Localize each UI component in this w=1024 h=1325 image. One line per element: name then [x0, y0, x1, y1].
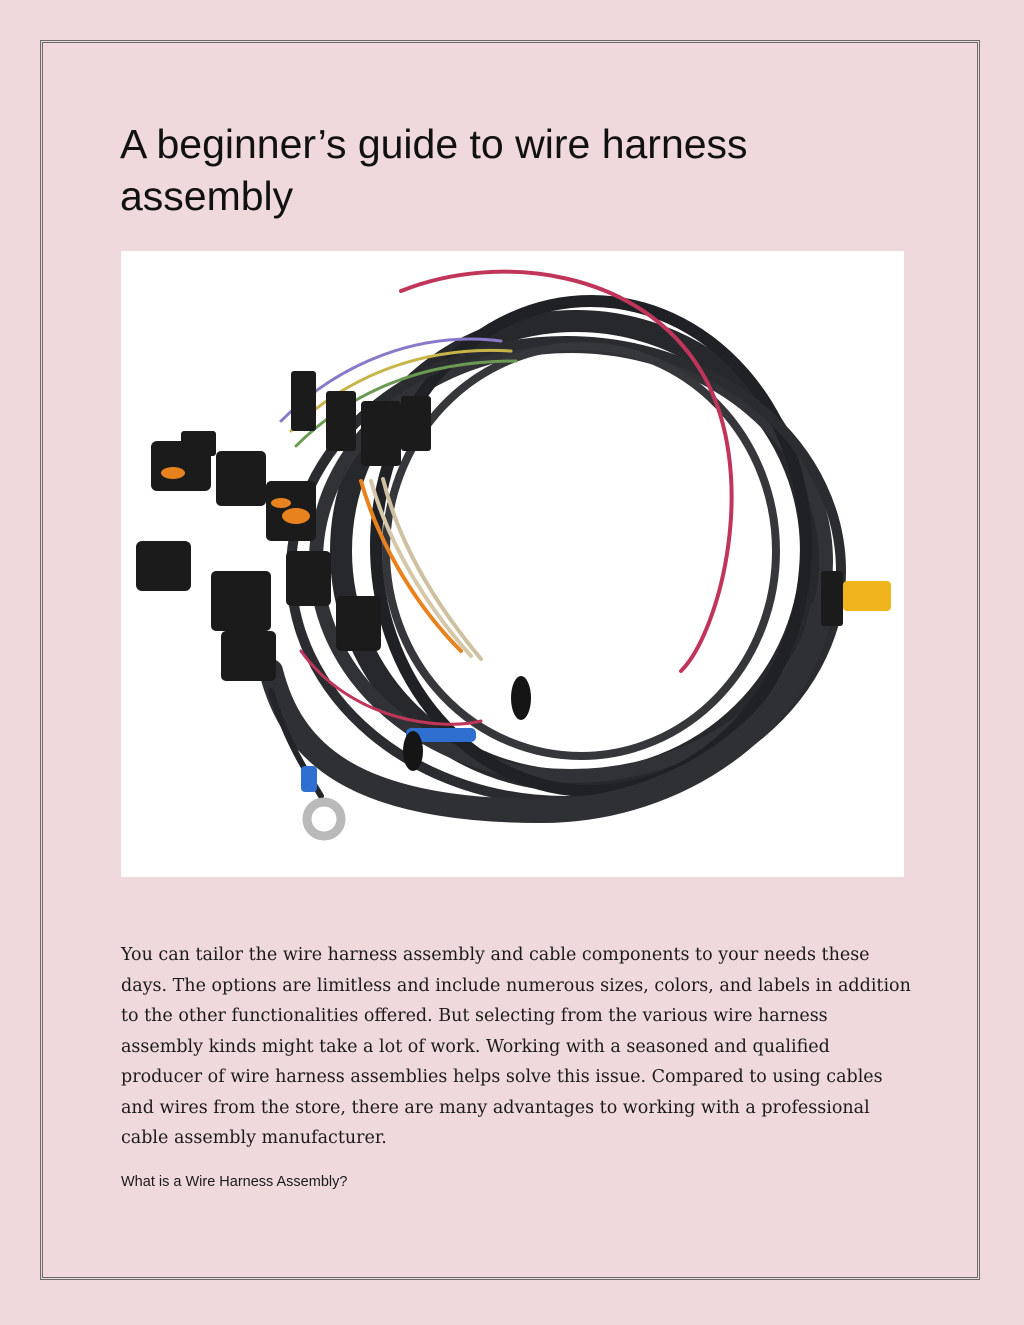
section-subheading: What is a Wire Harness Assembly?: [121, 1174, 348, 1190]
body-paragraph: You can tailor the wire harness assembly and cable components to your needs these days. The options are limitless and include numerous sizes, colors, and labels in addition to the other functionalities offered. But selecting from the various wire harness assembly kinds might take a lot of work. Working with a seasoned and qualified producer of wire harness assemblies helps solve this issue. Compared to using cables and wires from the store, there are many advantages to working with a professional cable assembly manufacturer.: [121, 945, 911, 1148]
wire-harness-photo: [121, 251, 904, 877]
page-title: A beginner’s guide to wire harness assembly: [120, 121, 748, 219]
